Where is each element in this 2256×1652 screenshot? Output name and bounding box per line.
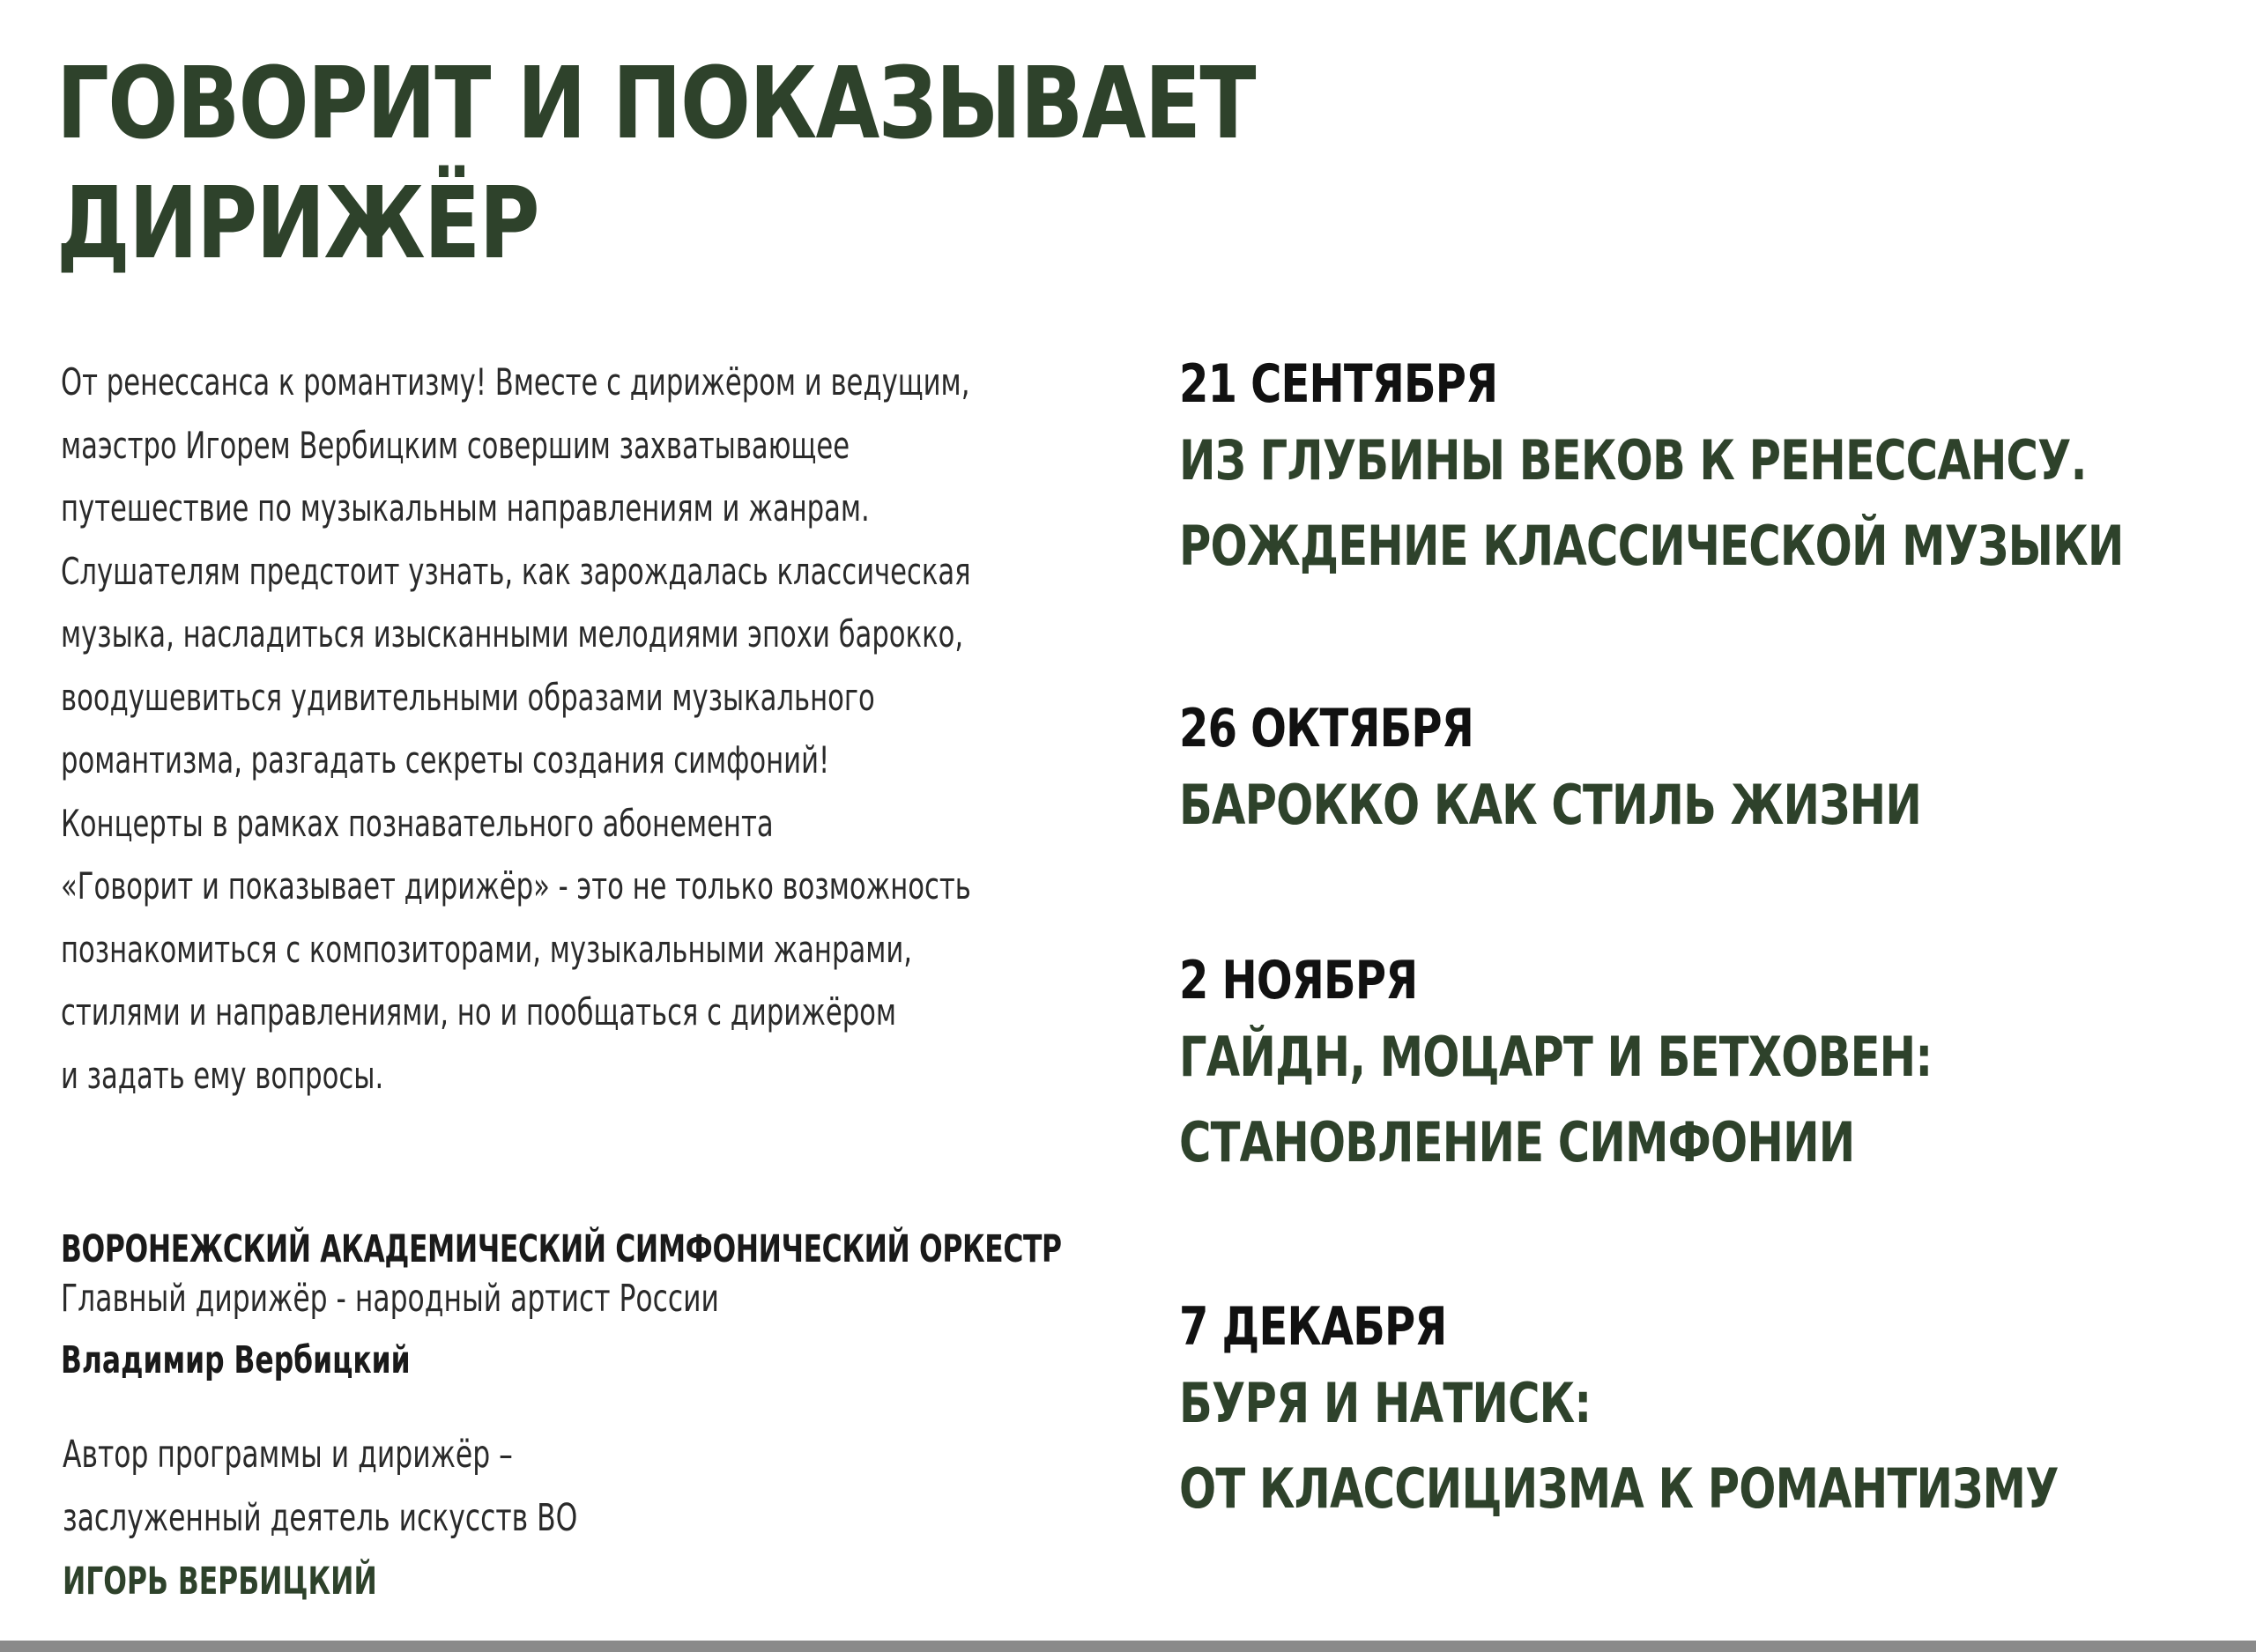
description-line: романтизма, разгадать секреты создания симфоний! [61, 738, 830, 782]
event-item [1179, 1293, 2256, 1531]
event-title [1179, 1014, 2256, 1185]
event-title [1179, 1360, 2256, 1531]
event-date: 26 ОКТЯБРЯ [1179, 698, 1473, 759]
event-date: 2 НОЯБРЯ [1179, 950, 1418, 1011]
program-description [61, 351, 971, 1107]
description-line: воодушевиться удивительными образами музыкального [61, 675, 875, 719]
event-item [1179, 947, 2256, 1185]
description-line: музыка, насладиться изысканными мелодиями эпохи барокко, [61, 612, 964, 656]
event-date: 7 ДЕКАБРЯ [1179, 1296, 1447, 1358]
event-title-line: ИЗ ГЛУБИНЫ ВЕКОВ К РЕНЕССАНСУ. [1179, 428, 2087, 493]
event-date: 21 СЕНТЯБРЯ [1179, 353, 1498, 415]
description-line: стилями и направлениями, но и пообщаться с дирижёром [61, 990, 897, 1033]
event-title-line: ГАЙДН, МОЦАРТ И БЕТХОВЕН: [1179, 1025, 1933, 1089]
event-title [1179, 762, 2256, 848]
author-line-2 [63, 1486, 1028, 1613]
author-title: заслуженный деятель искусств ВО [63, 1496, 578, 1540]
page-title-line-1: ГОВОРИТ И ПОКАЗЫВАЕТ [56, 47, 1255, 161]
author-name: ИГОРЬ ВЕРБИЦКИЙ [63, 1559, 377, 1604]
description-line: маэстро Игорем Вербицким совершим захватывающее [61, 423, 850, 467]
description-line: От ренессанса к романтизму! Вместе с дирижёром и ведущим, [61, 360, 970, 404]
event-title-line: БУРЯ И НАТИСК: [1179, 1371, 1592, 1435]
description-line: Слушателям предстоит узнать, как зарождалась классическая [61, 549, 971, 593]
chief-conductor-role: Главный дирижёр - народный артист России [61, 1277, 719, 1321]
event-item [1179, 695, 2256, 848]
chief-conductor-name: Владимир Вербицкий [61, 1338, 411, 1382]
description-line: и задать ему вопросы. [61, 1053, 384, 1097]
orchestra-info [61, 1226, 1062, 1387]
event-title-line: СТАНОВЛЕНИЕ СИМФОНИИ [1179, 1110, 1855, 1174]
bottom-edge-divider [0, 1641, 2256, 1652]
event-item [1179, 351, 2256, 589]
event-title-line: ОТ КЛАССИЦИЗМА К РОМАНТИЗМУ [1179, 1456, 2059, 1521]
event-title-line: БАРОККО КАК СТИЛЬ ЖИЗНИ [1179, 773, 1922, 837]
event-title [1179, 418, 2256, 589]
author-line-1: Автор программы и дирижёр – [63, 1433, 513, 1477]
page-title [56, 44, 1255, 284]
description-line: Концерты в рамках познавательного абонемента [61, 801, 774, 845]
page-title-line-2: ДИРИЖЁР [56, 167, 538, 281]
description-line: «Говорит и показывает дирижёр» - это не только возможность [61, 864, 971, 907]
description-line: путешествие по музыкальным направлениям и жанрам. [61, 486, 870, 530]
program-author [63, 1423, 1028, 1613]
event-title-line: РОЖДЕНИЕ КЛАССИЧЕСКОЙ МУЗЫКИ [1179, 514, 2124, 578]
description-line: познакомиться с композиторами, музыкальными жанрами, [61, 927, 913, 971]
orchestra-name: ВОРОНЕЖСКИЙ АКАДЕМИЧЕСКИЙ СИМФОНИЧЕСКИЙ ОРКЕСТР [61, 1227, 1062, 1271]
